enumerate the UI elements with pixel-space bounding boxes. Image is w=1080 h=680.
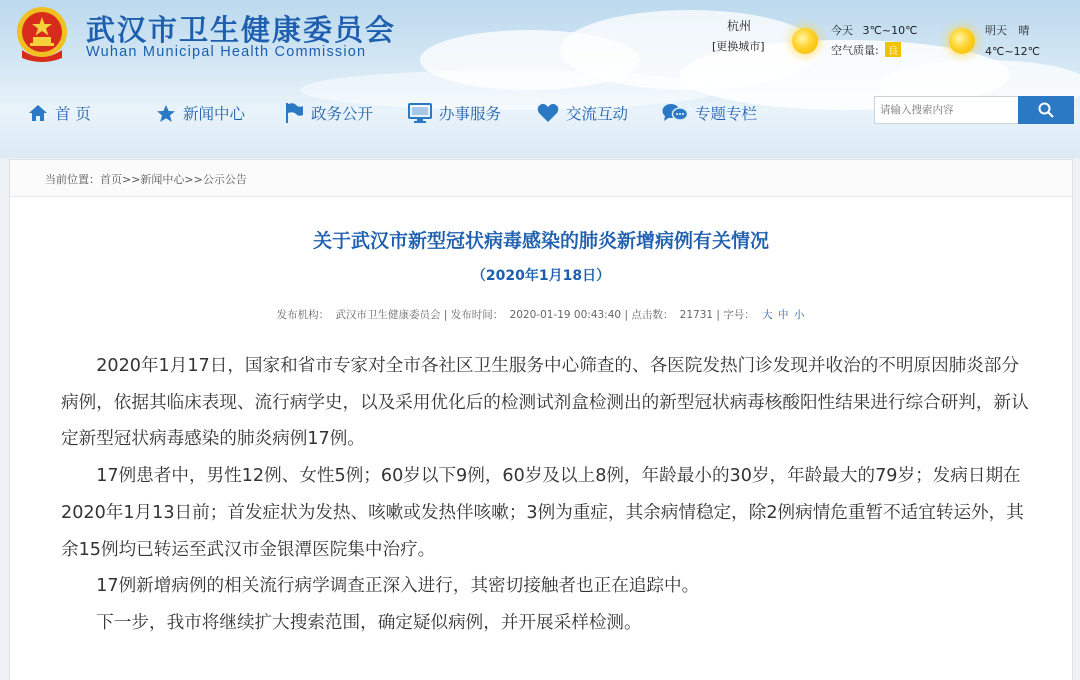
- article-title: 关于武汉市新型冠状病毒感染的肺炎新增病例有关情况: [312, 230, 769, 252]
- weather-city: 杭州: [727, 19, 752, 33]
- breadcrumb-text: 当前位置：首页>>新闻中心>>公示公告: [45, 173, 247, 186]
- flag-icon: [284, 102, 304, 124]
- meta-clicks: 21731: [679, 309, 714, 321]
- article-body: [61, 348, 1033, 642]
- nav-service-label: 办事服务: [439, 105, 502, 123]
- air-quality: [831, 42, 901, 58]
- search-input[interactable]: [874, 96, 1025, 124]
- weather-today-temp: 3℃~10℃: [862, 24, 918, 37]
- breadcrumb: [10, 160, 1072, 197]
- sun-icon: [949, 28, 975, 54]
- meta-source-label: 发布机构：: [276, 309, 330, 321]
- meta-clicks-label: 点击数：: [631, 309, 674, 321]
- nav-gov-label: 政务公开: [311, 105, 374, 123]
- search-box: [874, 96, 1074, 124]
- national-emblem: [12, 4, 72, 66]
- meta-time: 2020-01-19 00:43:40: [509, 309, 622, 321]
- article-paragraph: 17例患者中，男性12例、女性5例；60岁以下9例，60岁及以上8例，年龄最小的30岁，年龄最大的79岁；发病日期在2020年1月13日前；首发症状为发热、咳嗽或发热伴咳嗽；3例为重症，其余病情稳定，除2例病情危重暂不适宜转运外，其余15例均已转运至武汉市金银潭医院集中治疗。: [61, 466, 1024, 560]
- article-paragraph: 17例新增病例的相关流行病学调查正深入进行，其密切接触者也正在追踪中。: [96, 576, 700, 597]
- aqi-label: 空气质量:: [831, 44, 879, 57]
- nav-interact-label: 交流互动: [566, 105, 629, 123]
- meta-time-label: 发布时间：: [450, 309, 504, 321]
- font-size-large[interactable]: 大: [762, 309, 773, 321]
- heart-icon: [537, 103, 559, 123]
- nav-service[interactable]: [408, 97, 501, 129]
- nav-news-label: 新闻中心: [183, 105, 246, 123]
- nav-topics[interactable]: [662, 97, 757, 129]
- article-meta: 发布机构： 武汉市卫生健康委员会 | 发布时间： 2020-01-19 00:43:40 | 点击数： 21731 | 字号： 大 中 小: [276, 309, 805, 321]
- search-icon: [1038, 102, 1054, 118]
- article-paragraph: 2020年1月17日，国家和省市专家对全市各社区卫生服务中心筛查的、各医院发热门诊发现并收治的不明原因肺炎部分病例，依据其临床表现、流行病学史，以及采用优化后的检测试剂盒检测出的新型冠状病毒核酸阳性结果进行综合研判，新认定新型冠状病毒感染的肺炎病例17例。: [61, 356, 1029, 450]
- meta-fontsize-label: 字号：: [723, 309, 755, 321]
- article-panel: [9, 159, 1073, 680]
- nav-home[interactable]: [28, 97, 91, 129]
- star-icon: [156, 104, 176, 123]
- change-city-link[interactable]: [更换城市]: [712, 40, 765, 53]
- nav-interact[interactable]: [537, 97, 628, 129]
- article-date: （2020年1月18日）: [471, 268, 611, 284]
- site-title-en: Wuhan Municipal Health Commission: [86, 44, 367, 60]
- aqi-badge: 良: [885, 42, 901, 57]
- article-paragraph: 下一步，我市将继续扩大搜索范围，确定疑似病例，并开展采样检测。: [96, 612, 642, 633]
- nav-home-label: 首 页: [55, 105, 91, 123]
- meta-source: 武汉市卫生健康委员会: [335, 309, 441, 321]
- nav-topics-label: 专题专栏: [695, 105, 758, 123]
- nav-news[interactable]: [156, 97, 245, 129]
- chat-icon: [662, 103, 688, 123]
- weather-today-label: 今天: [831, 24, 853, 37]
- sun-icon: [792, 28, 818, 54]
- font-size-small[interactable]: 小: [793, 309, 805, 321]
- search-button[interactable]: [1018, 96, 1074, 124]
- weather-today: [831, 22, 917, 38]
- weather-tomorrow: [985, 22, 1030, 38]
- weather-tomorrow-cond: 晴: [1018, 24, 1030, 37]
- nav-gov[interactable]: [284, 97, 373, 129]
- weather-tomorrow-temp: 4℃~12℃: [985, 45, 1040, 58]
- site-title-cn: 武汉市卫生健康委员会: [86, 13, 397, 47]
- font-size-medium[interactable]: 中: [778, 309, 789, 321]
- monitor-icon: [408, 103, 432, 123]
- home-icon: [28, 104, 48, 122]
- site-header: [0, 0, 1080, 158]
- weather-tomorrow-label: 明天: [985, 24, 1007, 37]
